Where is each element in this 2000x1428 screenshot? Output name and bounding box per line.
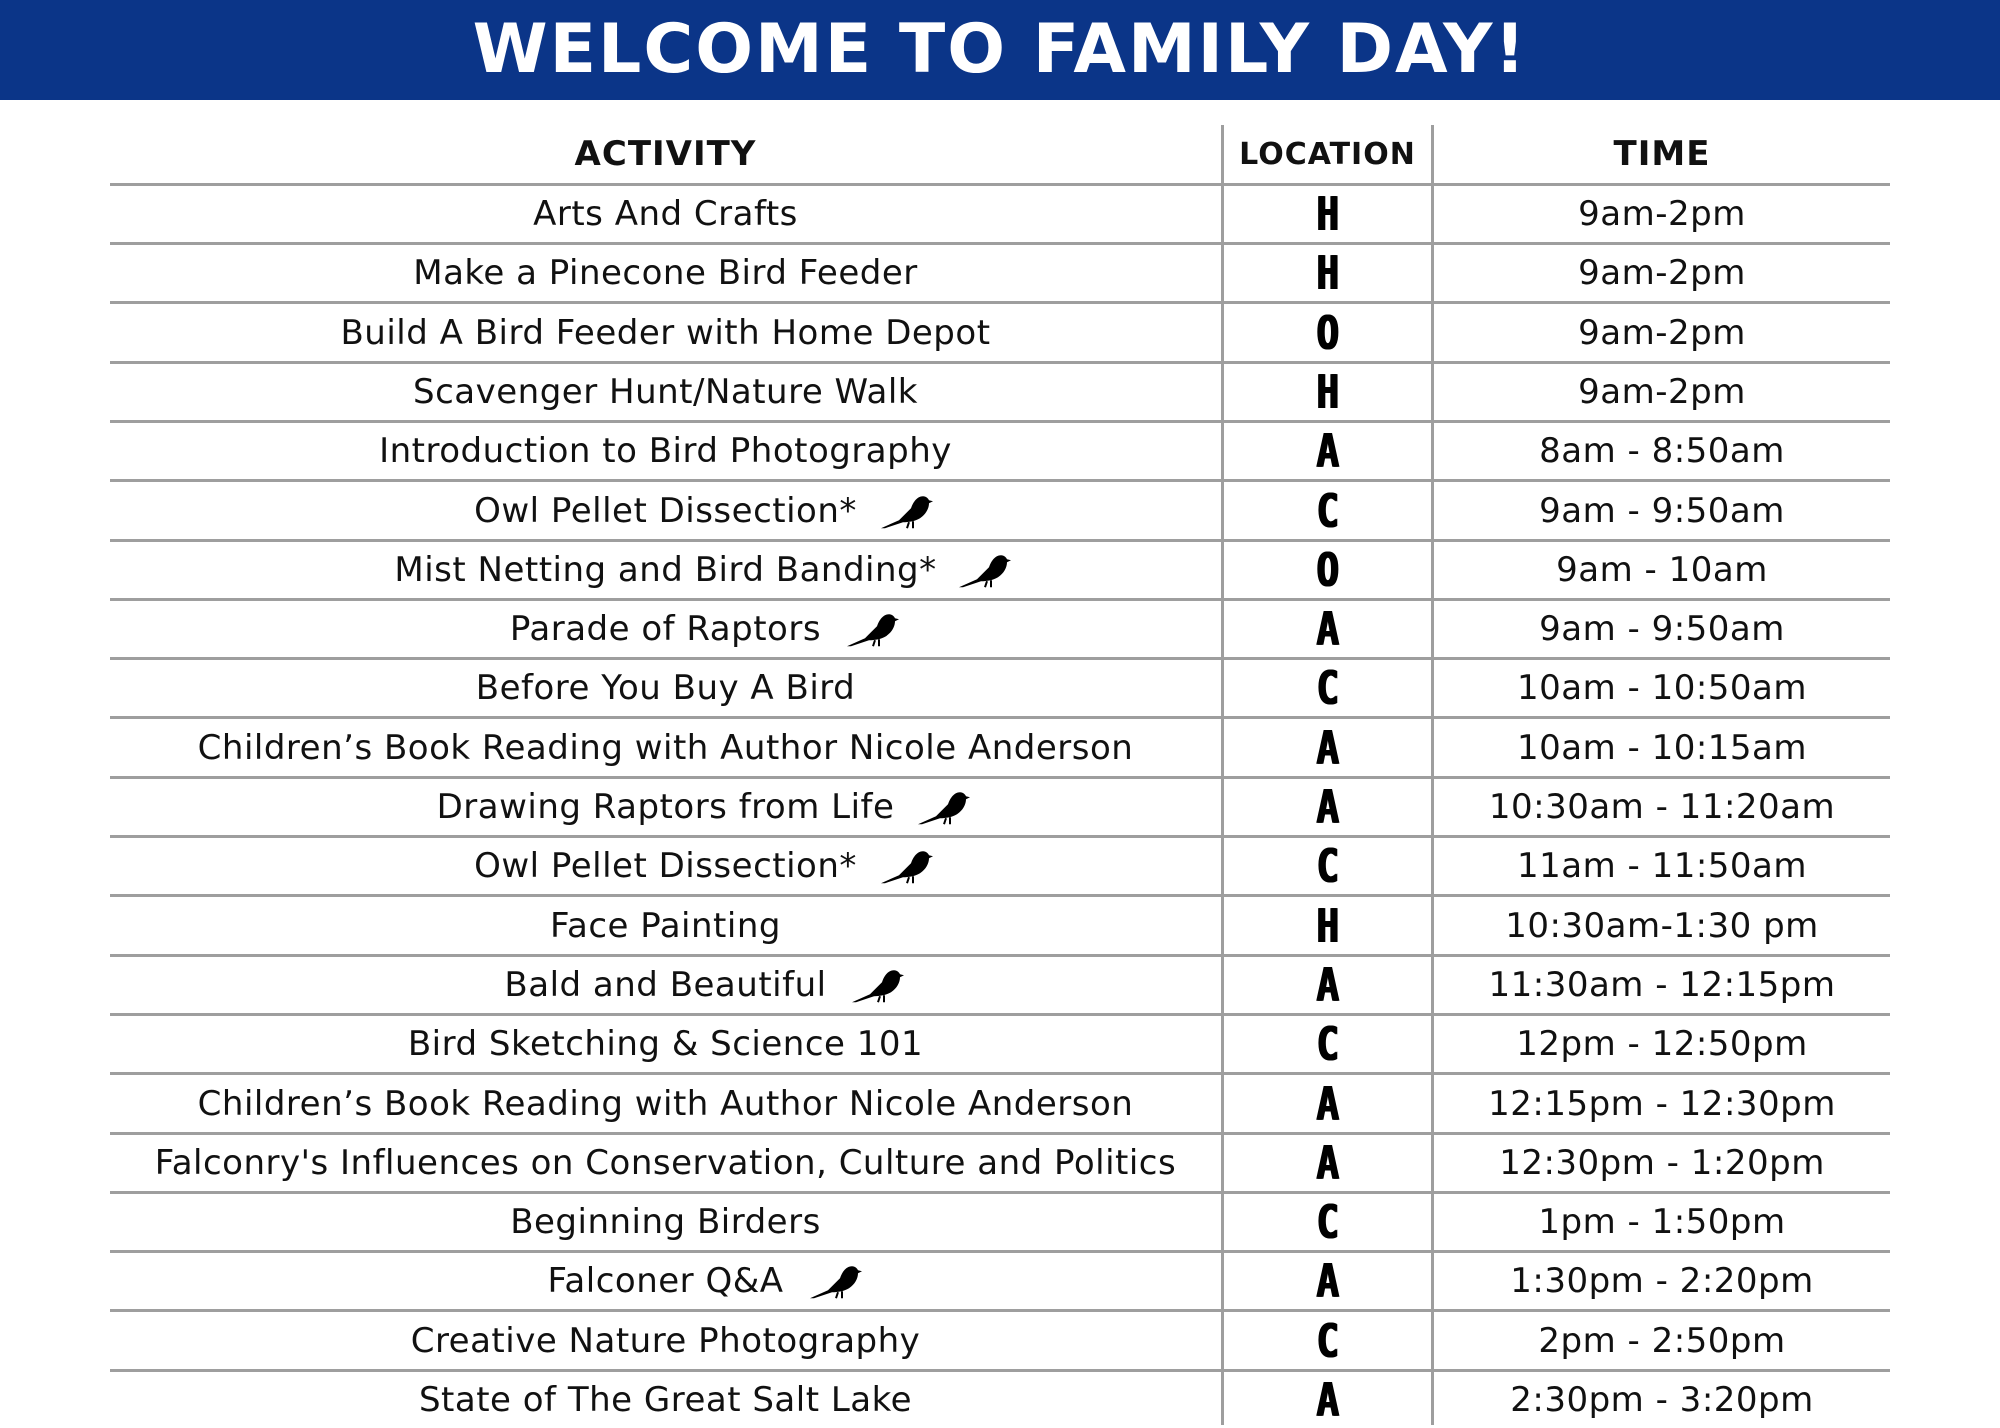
time-range: 11am - 11:50am [1516, 846, 1808, 887]
activity-name: Mist Netting and Bird Banding* [394, 549, 937, 590]
activity-cell [110, 720, 1221, 776]
table-row [110, 542, 1890, 601]
time-cell [1434, 1016, 1890, 1072]
activity-cell [110, 364, 1221, 420]
activity-cell [110, 660, 1221, 716]
table-row [110, 1194, 1890, 1253]
table-row [110, 957, 1890, 1016]
activity-cell [110, 542, 1221, 598]
table-row [110, 364, 1890, 423]
activity-cell [110, 779, 1221, 835]
time-cell [1434, 1313, 1890, 1369]
activity-name: Build A Bird Feeder with Home Depot [340, 312, 991, 353]
location-code: H [1316, 898, 1339, 953]
header-location: LOCATION [1239, 136, 1416, 172]
location-cell [1224, 1313, 1431, 1369]
table-row [110, 483, 1890, 542]
header-time: TIME [1613, 134, 1711, 174]
table-row [110, 186, 1890, 245]
location-cell [1224, 720, 1431, 776]
time-cell [1434, 720, 1890, 776]
location-code: A [1316, 957, 1339, 1012]
time-range: 10:30am - 11:20am [1488, 787, 1836, 827]
activity-name: Bald and Beautiful [504, 964, 827, 1005]
time-cell [1434, 305, 1890, 361]
table-row [110, 245, 1890, 304]
bird-icon [850, 964, 904, 1004]
time-cell [1434, 957, 1890, 1013]
table-row [110, 1016, 1890, 1075]
time-cell [1434, 423, 1890, 479]
time-cell [1434, 1076, 1890, 1132]
time-range: 12:15pm - 12:30pm [1488, 1083, 1836, 1124]
activity-cell [110, 186, 1221, 242]
location-code: A [1316, 602, 1339, 657]
location-code: A [1316, 1373, 1339, 1427]
activity-name: Before You Buy A Bird [475, 668, 856, 709]
time-cell [1434, 186, 1890, 242]
location-cell [1224, 186, 1431, 242]
location-code: C [1316, 1195, 1339, 1250]
activity-name: Bird Sketching & Science 101 [407, 1024, 924, 1065]
activity-cell [110, 957, 1221, 1013]
time-range: 10am - 10:50am [1516, 668, 1808, 709]
table-row [110, 660, 1890, 719]
location-code: A [1316, 780, 1339, 834]
time-range: 9am - 10am [1556, 549, 1768, 590]
table-row [110, 1372, 1890, 1428]
activity-name: Scavenger Hunt/Nature Walk [413, 371, 918, 412]
activity-name: Falconer Q&A [547, 1261, 784, 1302]
activity-name: Arts And Crafts [533, 194, 798, 234]
time-range: 9am-2pm [1578, 312, 1746, 353]
location-code: O [1316, 542, 1339, 597]
time-cell [1434, 660, 1890, 716]
table-row [110, 305, 1890, 364]
bird-icon [879, 845, 933, 885]
time-cell [1434, 364, 1890, 420]
activity-name: State of The Great Salt Lake [418, 1380, 913, 1420]
location-cell [1224, 1016, 1431, 1072]
activity-name: Drawing Raptors from Life [436, 787, 895, 827]
schedule-table [110, 125, 1890, 1425]
location-code: A [1316, 424, 1339, 479]
time-range: 11:30am - 12:15pm [1488, 964, 1836, 1005]
time-range: 9am-2pm [1578, 194, 1746, 234]
activity-name: Owl Pellet Dissection* [474, 846, 857, 887]
activity-name: Introduction to Bird Photography [379, 431, 952, 472]
location-cell [1224, 423, 1431, 479]
activity-cell [110, 483, 1221, 539]
location-code: O [1316, 305, 1339, 360]
activity-cell [110, 1372, 1221, 1428]
activity-name: Owl Pellet Dissection* [474, 490, 857, 531]
location-code: C [1316, 839, 1339, 894]
bird-icon [879, 490, 933, 530]
time-cell [1434, 898, 1890, 954]
time-cell [1434, 838, 1890, 894]
activity-cell [110, 1135, 1221, 1191]
time-range: 10am - 10:15am [1516, 727, 1808, 768]
location-code: A [1316, 1135, 1339, 1190]
time-range: 1:30pm - 2:20pm [1510, 1261, 1814, 1302]
bird-icon [808, 1261, 862, 1301]
location-cell [1224, 483, 1431, 539]
activity-cell [110, 1253, 1221, 1309]
time-range: 2pm - 2:50pm [1538, 1320, 1786, 1361]
activity-cell [110, 423, 1221, 479]
location-cell [1224, 779, 1431, 835]
table-row [110, 838, 1890, 897]
bird-icon [845, 608, 899, 648]
header-activity: ACTIVITY [574, 134, 757, 174]
location-code: H [1316, 187, 1339, 241]
activity-name: Children’s Book Reading with Author Nicole Anderson [197, 727, 1134, 768]
page-title: WELCOME TO FAMILY DAY! [472, 10, 1528, 89]
location-cell [1224, 1135, 1431, 1191]
time-cell [1434, 1372, 1890, 1428]
location-cell [1224, 957, 1431, 1013]
time-cell [1434, 601, 1890, 657]
location-code: A [1316, 1254, 1339, 1309]
table-row [110, 1313, 1890, 1372]
location-code: H [1316, 364, 1339, 419]
location-cell [1224, 898, 1431, 954]
time-range: 2:30pm - 3:20pm [1510, 1380, 1814, 1420]
location-cell [1224, 1194, 1431, 1250]
location-cell [1224, 601, 1431, 657]
table-row [110, 1135, 1890, 1194]
location-code: A [1316, 720, 1339, 775]
location-code: C [1316, 483, 1339, 538]
location-cell [1224, 305, 1431, 361]
activity-name: Creative Nature Photography [410, 1320, 921, 1361]
location-cell [1224, 245, 1431, 301]
time-range: 9am - 9:50am [1539, 490, 1785, 531]
bird-icon [916, 786, 970, 826]
header-banner [0, 0, 2000, 100]
activity-name: Parade of Raptors [509, 609, 822, 650]
bird-icon [957, 549, 1011, 589]
time-range: 9am - 9:50am [1539, 609, 1785, 650]
location-code: C [1316, 1313, 1339, 1368]
time-range: 8am - 8:50am [1539, 431, 1785, 472]
activity-name: Falconry's Influences on Conservation, Culture and Politics [154, 1142, 1177, 1183]
table-row [110, 1076, 1890, 1135]
activity-name: Make a Pinecone Bird Feeder [413, 253, 918, 294]
location-code: A [1316, 1076, 1339, 1131]
table-row [110, 423, 1890, 482]
table-row [110, 898, 1890, 957]
location-cell [1224, 364, 1431, 420]
activity-cell [110, 1016, 1221, 1072]
time-range: 12pm - 12:50pm [1516, 1024, 1808, 1065]
time-cell [1434, 1253, 1890, 1309]
activity-cell [110, 1076, 1221, 1132]
activity-cell [110, 1194, 1221, 1250]
table-row [110, 720, 1890, 779]
time-cell [1434, 1194, 1890, 1250]
time-cell [1434, 1135, 1890, 1191]
time-cell [1434, 483, 1890, 539]
location-cell [1224, 1372, 1431, 1428]
location-cell [1224, 838, 1431, 894]
location-cell [1224, 1253, 1431, 1309]
time-range: 9am-2pm [1578, 253, 1746, 294]
time-cell [1434, 779, 1890, 835]
activity-name: Face Painting [550, 905, 781, 946]
location-cell [1224, 660, 1431, 716]
activity-cell [110, 305, 1221, 361]
time-range: 9am-2pm [1578, 371, 1746, 412]
activity-cell [110, 898, 1221, 954]
activity-name: Children’s Book Reading with Author Nicole Anderson [197, 1083, 1134, 1124]
activity-cell [110, 838, 1221, 894]
time-cell [1434, 542, 1890, 598]
location-code: C [1316, 1017, 1339, 1072]
time-cell [1434, 245, 1890, 301]
location-cell [1224, 542, 1431, 598]
table-row [110, 779, 1890, 838]
activity-name: Beginning Birders [510, 1202, 821, 1243]
activity-cell [110, 601, 1221, 657]
location-code: C [1316, 661, 1339, 716]
table-header [110, 125, 1890, 186]
location-code: H [1316, 246, 1339, 301]
activity-cell [110, 1313, 1221, 1369]
time-range: 12:30pm - 1:20pm [1499, 1142, 1825, 1183]
table-row [110, 1253, 1890, 1312]
table-row [110, 601, 1890, 660]
activity-cell [110, 245, 1221, 301]
time-range: 1pm - 1:50pm [1538, 1202, 1786, 1243]
location-cell [1224, 1076, 1431, 1132]
time-range: 10:30am-1:30 pm [1505, 905, 1819, 946]
